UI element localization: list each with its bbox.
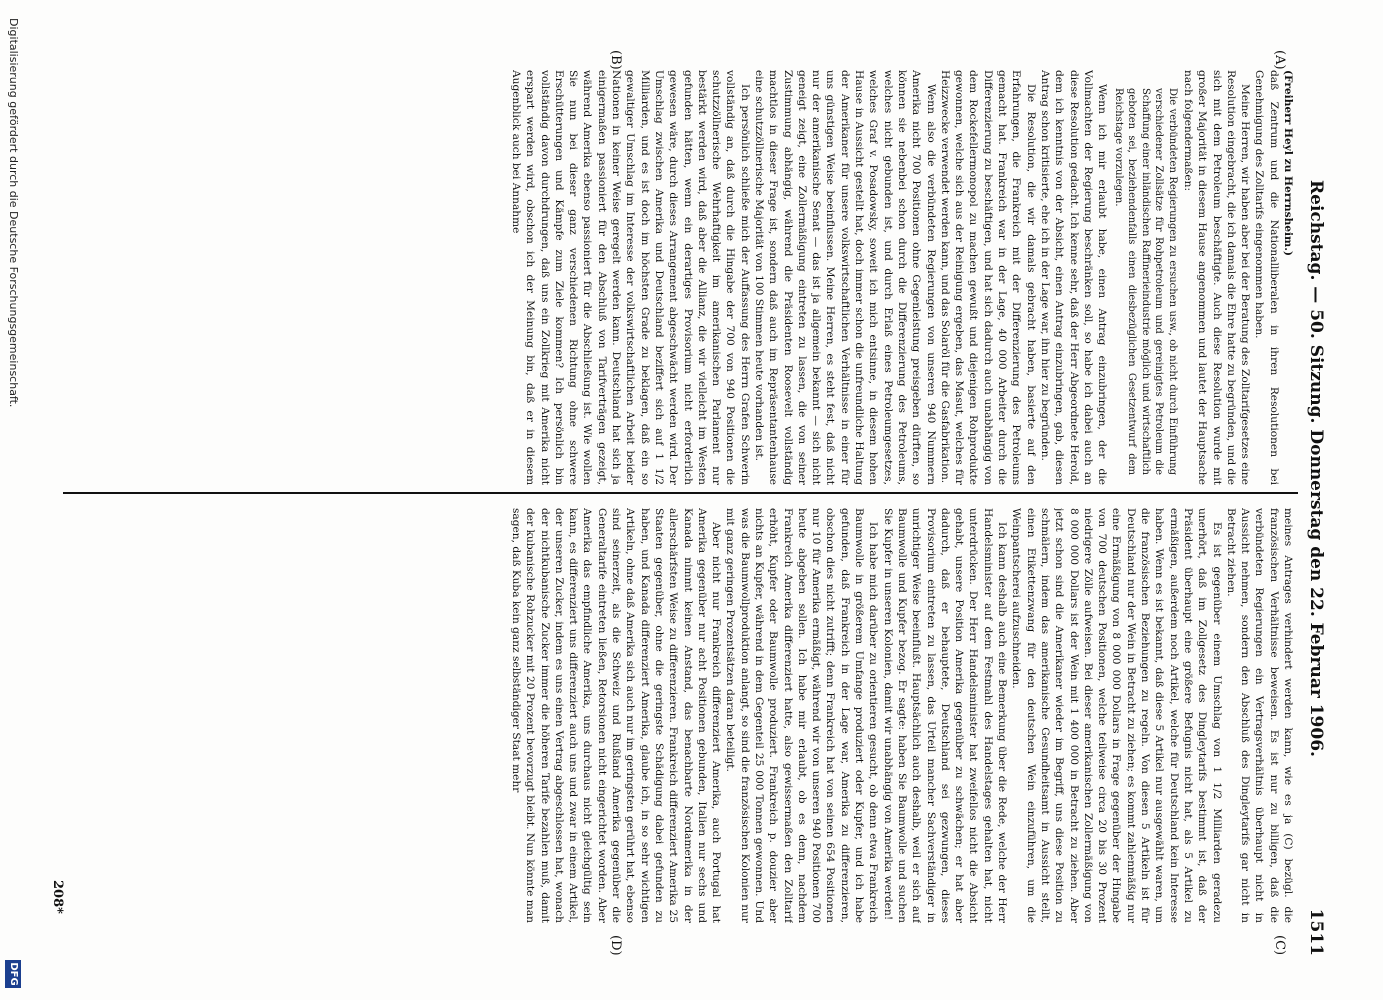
left-paragraph: daß Zentrum und die Nationalliberalen in ihren Resolutionen bei Genehmigung des Zolltarifs eingenommen haben. bbox=[1253, 70, 1280, 485]
right-paragraph: Es ist gegenüber einem Umschlag von 1 1/2 Milliarden geradezu unerhört, daß im Zollgesetz des Dingleytarifs bestimmt ist, daß der Präsident überhaupt eine größere Befugnis nicht hat, als 5 Artikel zu ermäßigen, außerdem noch Artikel, welche für Deutschland kein Interesse haben. Wenn es ist bekannt, daß diese 5 Artikel nur ausgewählt waren, um die französischen Beziehungen zu regeln. Von diesen 5 Artikeln ist für Deutschland nur der Wein in Betracht zu ziehen; es kommt zahlenmäßig nur eine Ermäßigung von 8 000 000 Dollars in Frage gegenüber der Hingabe von 700 deutschen Positionen, welche teilweise circa 20 bis 30 Prozent niedrigere Zölle aufweisen. Bei dieser amerikanischen Zollermäßigung von 8 000 000 Dollars ist der Wein mit 1 400 000 in Betracht zu ziehen. Aber jetzt schon sind die Amerikaner wieder im Begriff, uns diese Position zu schmälern, indem das amerikanische Gesundheitsamt in Aussicht stellt, einen Etikettenzwang für den deutschen Wein einzuführen, um die Weinpantscherei aufzuschneiden. bbox=[1010, 508, 1223, 923]
digitization-note: Digitalisierung gefördert durch die Deutsche Forschungsgemeinschaft. bbox=[7, 18, 20, 408]
resolution-quote: Die verbündeten Regierungen zu ersuchen usw., ob nicht durch Einführung verschiedener Zollsätze für Rohpetroleum und gereinigtes Petroleum die Schaffung einer inländischen Raffinerieindustrie möglich und wirtschaftlich geboten sei, beziehendenfalls einen diesbezüglichen Gesetzentwurf dem Reichstage vorzulegen. bbox=[1112, 88, 1178, 475]
left-paragraph: Ich persönlich schließe mich der Auffassung des Herrn Grafen Schwerin vollständig an, daß durch die Hingabe der 700 von 940 Positionen die schutzzöllnerische Wehrhaftigkeit im amerikanischen Parlament nur bestärkt werden wird, daß aber die Allianz, die wir vielleicht im Westen gefunden hätten, wenn ein derartiges Provisorium nicht erforderlich gewesen wäre, durch dieses Arrangement abgeschwächt werden wird. Der Umschlag zwischen Amerika und Deutschland beziffert sich auf 1 1/2 Milliarden, und es ist doch im höchsten Grade zu beklagen, daß ein so gewaltiger Umschlag im Interesse der volkswirtschaftlichen Arbeit beider Nationen in keiner Weise geregelt werden kann. Deutschland hat sich ja einigermaßen passioniert für den Abschluß von Tarifverträgen gezeigt, während Amerika ebenso passioniert für die Abschließung ist. Wie wollen Sie nun bei dieser ganz verschiedenen Richtung ohne schwere Erschütterungen und Kämpfe zum Ziele kommen? Ich persönlich bin vollständig davon durchdrungen, daß uns ein Zollkrieg mit Amerika nicht erspart werden wird, obschon ich der Meinung bin, daß er in diesem Augenblick auch bei Annahme bbox=[509, 70, 751, 485]
margin-marker-c: (C) bbox=[1272, 935, 1287, 956]
left-column bbox=[65, 70, 1295, 485]
left-paragraph: Wenn ich mir erlaubt habe, einen Antrag einzubringen, der die Vollmachten der Regierung beschränken soll, so habe ich dabei auch an diese Resolution gedacht. Ich kenne sehr, daß der Herr Abgeordnete Herold, dem ich kenntnis von der Absicht, einen Antrag einzubringen, gab, diesen Antrag schon kritisierte, ehe ich in der Lage war, ihn hier zu begründen. bbox=[1038, 70, 1109, 485]
right-paragraph: Aber nicht nur Frankreich differenziert Amerika, auch Portugal hat Amerika gegenüber nur acht Positionen gebunden, Italien nur sechs und Kanada nimmt keinen Anstand, das benachbarte Nordamerika in der allerschärfsten Weise zu differenzieren. Frankreich differenziert Amerika 25 Staaten gegenüber, ohne die geringste Schädigung dabei gefunden zu haben, und Kanada differenziert Amerika, glaube ich, in so sehr wichtigen Artikeln, ohne daß Amerika sich auch nur im geringsten gerührt hat, ebenso sind seinerzeit, als die Schweiz und Rußland Amerika gegenüber die Generaltarife eintreten ließen, Retorsionen nicht eingerichtet worden. Aber Amerika das empfindliche Amerika, uns durchaus nicht gleichgültig sein kann, es differenziert uns differenziert auch uns und zwar in einem Artikel, der unseren Zucker, indem es uns einen Vertrag abgeschlossen hat, wonach der nichtkubanische Zucker immer die höheren Tarife bezahlen muß, damit der kubanische Rohzucker mit 20 Prozent bevorzugt bleibt. Nun könnte man sagen, daß Kuba kein ganz selbständiger Staat mehr bbox=[509, 508, 723, 923]
left-paragraph: Wenn also die verbündeten Regierungen von unseren 940 Nummern Amerika nicht 700 Positionen ohne Gegenleistung preisgeben dürften, so können sie nebenbei schon durch die Differenzierung des Petroleums, welches nicht gebunden ist, und durch Erlaß eines Petroleumgesetzes, welches Graf v. Posadowsky, soweit ich mich entsinne, in diesem hohen Hause in Aussicht gestellt hat, doch immer schon die unfreundliche Haltung der Amerikaner für unsere volkswirtschaftlichen Verhältnisse in einer für uns günstigen Weise beeinflussen. Meine Herren, es steht fest, daß nicht nur der amerikanische Senat — das ist ja allgemein bekannt — sich nicht geneigt zeigt, eine Zollermäßigung eintreten zu lassen, die von seiner Zustimmung abhängig, während die Präsidenten Roosevelt vollständig machtlos in dieser Frage ist, sondern daß auch im Repräsentantenhause eine schutzzöllnerische Majorität von 100 Stimmen heute vorhanden ist. bbox=[753, 70, 937, 485]
speaker-line: (Freiherr Heyl zu Herrnsheim.) bbox=[1282, 70, 1294, 256]
margin-marker-a: (A) bbox=[1272, 50, 1287, 70]
right-paragraph: Ich habe mich darüber zu orientieren gesucht, ob denn etwa Frankreich Baumwolle in größerem Umfange produziert oder Kupfer, und ich habe gefunden, daß Frankreich in der Lage war, Amerika zu differenzieren, obschon dies nicht zutrifft; denn Frankreich hat von seinen 654 Positionen nur 10 für Amerika ermäßigt, während wir von unseren 940 Positionen 700 heute abgeben sollen. Ich habe mir erlaubt, ob es denn, nachdem Frankreich Amerika differenziert hatte, also gewissermaßen den Zolltarif erhöht, Kupfer oder Baumwolle produziert. Frankreich p. douzier aber nichts an Kupfer, während in dem Gegenteil 25 000 Tonnen gewonnen. Und was die Baumwollproduktion anlangt, so sind die französischen Kolonien nur mit ganz geringen Prozentsätzen daran beteiligt. bbox=[724, 508, 880, 923]
left-paragraph: Die Resolution, die wir damals gebracht haben, basierte auf den Erfahrungen, die Frankreich mit der Differenzierung des Petroleums gemacht hat. Frankreich war in der Lage, 40 000 Arbeiter durch die Differenzierung zu beschäftigen, und hat sich dadurch auch unabhängig von dem Rockefellermonopol zu machen gewußt und diejenigen Rohprodukte gewonnen, welche sich aus der Reinigung ergeben, das Masut, welches für Heizzwecke verwendet werden kann, und das Solaröl für die Gasfabrikation. bbox=[938, 70, 1037, 485]
right-paragraph: Ich kann deshalb auch eine Bemerkung über die Rede, welche der Herr Handelsminister auf dem Festmahl des Handelstages gehalten hat, nicht unterdrücken. Der Herr Handelsminister hat zweifellos nicht die Absicht gehabt, unsere Position Amerika gegenüber zu schwächen; er hat aber dadurch, daß er behauptete, Deutschland sei gezwungen, dieses Provisorium eintreten zu lassen, das Urteil mancher Sachverständiger in unrichtiger Weise beeinflußt. Hauptsächlich auch deshalb, weil er sich auf Baumwolle und Kupfer bezog. Er sagte: haben Sie Baumwolle und suchen Sie Kupfer in unseren Kolonien, damit wir unabhängig von Amerika werden! bbox=[881, 508, 1009, 923]
page-number: 1511 bbox=[1306, 908, 1326, 956]
page-header bbox=[1298, 60, 1328, 960]
digitization-footer bbox=[1, 0, 23, 1000]
right-column bbox=[65, 508, 1295, 923]
margin-marker-d: (D) bbox=[608, 935, 623, 956]
header-title: Reichstag. — 50. Sitzung. Donnerstag den 22. Februar 1906. bbox=[1306, 180, 1326, 757]
dfg-logo-icon: DFG bbox=[5, 960, 21, 988]
right-paragraph: meines Antrages verhindert werden kann, wie es ja (C) bezügl. die französischen Verhältnisse beweisen. Es ist nur zu billigen, daß die verbündeten Regierungen ein Vertragsverhältnis überhaupt nicht in Aussicht nehmen, sondern den Abschluß des Dingleytarifs gar nicht in Betracht ziehen. bbox=[1224, 508, 1294, 923]
sheet-signature: 208* bbox=[50, 880, 65, 914]
margin-marker-b: (B) bbox=[608, 50, 623, 70]
left-paragraph: Meine Herren, wir haben aber bei der Beratung des Zolltarifgesetzes eine Resolution eingebracht, die ich damals die Ehre hatte zu begründen, und die sich mit dem Petroleum beschäftigte. Auch diese Resolution wurde mit großer Majorität in diesem Hause angenommen und lautet der Hauptsache nach folgendermaßen: bbox=[1181, 70, 1252, 485]
column-divider bbox=[63, 492, 1298, 494]
